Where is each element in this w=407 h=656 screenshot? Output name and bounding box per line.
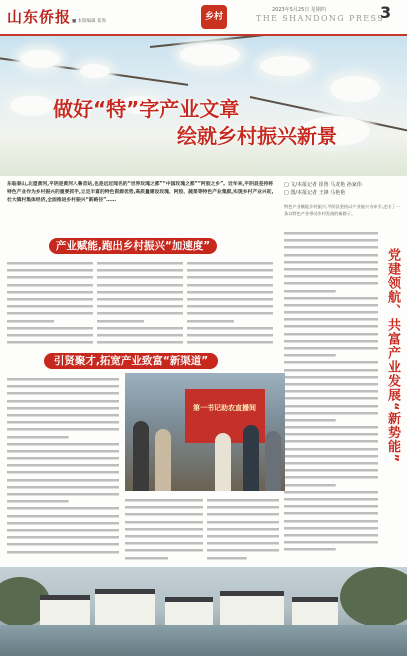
text-line <box>187 303 273 310</box>
text-line <box>284 338 378 345</box>
section1-title: 产业赋能,跑出乡村振兴“加速度” <box>49 238 217 254</box>
text-line <box>125 547 203 554</box>
byline-text-credit: □ 文/本报记者 崔鲁 马龙艳 孙家伟 <box>284 182 362 188</box>
text-line <box>7 310 93 317</box>
text-line <box>7 376 119 383</box>
text-line <box>7 484 119 491</box>
text-line <box>125 504 203 511</box>
text-line <box>7 398 119 405</box>
text-line <box>7 534 119 541</box>
text-line <box>7 426 119 433</box>
text-line <box>284 525 378 532</box>
text-line <box>284 474 378 481</box>
text-line <box>284 352 378 359</box>
text-line <box>284 273 378 280</box>
text-line <box>7 289 93 296</box>
text-line <box>284 266 378 273</box>
text-line <box>97 282 183 289</box>
text-line <box>207 533 279 540</box>
text-line <box>187 274 273 281</box>
text-line <box>7 498 119 505</box>
text-line <box>7 448 119 455</box>
text-line <box>97 260 183 267</box>
person-shape <box>243 425 259 491</box>
text-line <box>187 310 273 317</box>
text-line <box>284 388 378 395</box>
text-line <box>7 332 93 339</box>
right-column-title: 党建领航、共富产业发展“新势能” <box>385 248 400 464</box>
text-line <box>125 519 203 526</box>
text-line <box>97 332 183 339</box>
text-line <box>97 267 183 274</box>
text-line <box>187 296 273 303</box>
text-line <box>284 403 378 410</box>
text-line <box>284 323 378 330</box>
text-line <box>284 288 378 295</box>
house-shape <box>165 597 213 628</box>
text-line <box>207 497 279 504</box>
house-shape <box>220 591 284 628</box>
body-column-1 <box>7 260 93 348</box>
text-line <box>7 419 119 426</box>
text-line <box>7 520 119 527</box>
livestream-photo <box>125 373 285 491</box>
text-line <box>207 526 279 533</box>
water-shape <box>0 625 407 656</box>
text-line <box>284 381 378 388</box>
text-line <box>7 267 93 274</box>
text-line <box>284 395 378 402</box>
text-line <box>284 316 378 323</box>
text-line <box>207 555 279 562</box>
headline-line-2: 绘就乡村振兴新景 <box>177 124 337 148</box>
text-line <box>7 282 93 289</box>
person-shape <box>215 433 231 491</box>
text-line <box>284 309 378 316</box>
house-shape <box>40 595 90 628</box>
blossom-shape <box>10 96 54 116</box>
masthead <box>0 0 407 36</box>
text-line <box>7 541 119 548</box>
branch-shape <box>150 36 389 48</box>
text-line <box>97 303 183 310</box>
text-line <box>284 230 378 237</box>
text-line <box>284 446 378 453</box>
lead-paragraph: 东临泰山,北望黄河,平阴是黄河入鲁首站,也是远近闻名的“世界玫瑰之都”“中国玫瑰之都”“阿胶之乡”。近年来,平阴县坚持将特色产业作为乡村振兴的重要抓手,立足丰富的特色资源优势,高质量建设玫瑰、阿胶、蔬菜等特色产业集群,实现乡村产业兴旺,壮大镇村集体经济,全面推进乡村振兴“新路径”…… <box>7 182 274 203</box>
text-line <box>125 540 203 547</box>
text-line <box>97 296 183 303</box>
text-line <box>97 310 183 317</box>
text-line <box>284 302 378 309</box>
body-column-4 <box>7 376 119 562</box>
text-line <box>284 438 378 445</box>
text-line <box>284 546 378 553</box>
text-line <box>97 318 183 325</box>
headline-line-1: 做好“特”字产业文章 <box>53 97 240 121</box>
text-line <box>284 460 378 467</box>
text-line <box>7 260 93 267</box>
text-line <box>284 417 378 424</box>
text-line <box>187 325 273 332</box>
text-line <box>187 282 273 289</box>
text-line <box>207 540 279 547</box>
text-line <box>284 496 378 503</box>
text-line <box>207 504 279 511</box>
text-line <box>284 367 378 374</box>
blossom-shape <box>260 56 310 76</box>
text-line <box>125 533 203 540</box>
byline-photo-credit: □ 图/本报记者 王锋 马艳艳 <box>284 190 346 196</box>
blossom-shape <box>330 76 380 102</box>
text-line <box>284 482 378 489</box>
livestream-board-text: 第一书记助农直播间 <box>193 404 256 412</box>
issue-date: 2023年5月25日 星期四 <box>272 7 326 13</box>
text-line <box>7 318 93 325</box>
body-column-right <box>284 230 378 560</box>
text-line <box>7 434 119 441</box>
blossom-shape <box>180 44 240 66</box>
person-shape <box>265 431 281 491</box>
text-line <box>284 259 378 266</box>
text-line <box>284 252 378 259</box>
text-line <box>187 289 273 296</box>
text-line <box>7 303 93 310</box>
text-line <box>284 295 378 302</box>
text-line <box>97 325 183 332</box>
text-line <box>7 339 93 346</box>
text-line <box>284 331 378 338</box>
text-line <box>7 477 119 484</box>
village-photo <box>0 567 407 656</box>
text-line <box>284 280 378 287</box>
text-line <box>207 519 279 526</box>
text-line <box>125 555 203 562</box>
byline-summary: 特色产业赋能乡村振兴,平阴县坚持以产业振兴为牵引,走出了一条以特色产业带动乡村发展的新路子。 <box>284 204 400 216</box>
text-line <box>284 237 378 244</box>
text-line <box>284 453 378 460</box>
text-line <box>187 267 273 274</box>
text-line <box>7 412 119 419</box>
person-shape <box>155 429 171 491</box>
body-column-5 <box>125 497 203 563</box>
body-column-2 <box>97 260 183 348</box>
text-line <box>125 511 203 518</box>
body-column-3 <box>187 260 273 348</box>
text-line <box>125 497 203 504</box>
paper-english-name: THE SHANDONG PRESS <box>256 14 385 23</box>
text-line <box>187 318 273 325</box>
text-line <box>284 431 378 438</box>
hero-photo-blossoms <box>0 36 407 176</box>
text-line <box>284 532 378 539</box>
text-line <box>7 505 119 512</box>
text-line <box>284 410 378 417</box>
text-line <box>284 424 378 431</box>
blossom-shape <box>80 64 110 78</box>
text-line <box>284 518 378 525</box>
text-line <box>7 405 119 412</box>
text-line <box>284 539 378 546</box>
text-line <box>284 467 378 474</box>
text-line <box>7 491 119 498</box>
text-line <box>284 345 378 352</box>
tree-shape <box>340 567 407 627</box>
text-line <box>7 462 119 469</box>
text-line <box>284 359 378 366</box>
text-line <box>284 510 378 517</box>
text-line <box>207 547 279 554</box>
text-line <box>125 526 203 533</box>
text-line <box>284 489 378 496</box>
text-line <box>97 289 183 296</box>
text-line <box>7 325 93 332</box>
text-line <box>97 274 183 281</box>
text-line <box>7 441 119 448</box>
text-line <box>7 469 119 476</box>
text-line <box>7 274 93 281</box>
page-number: 3 <box>380 3 392 22</box>
newspaper-logo: 山东侨报 <box>7 8 72 26</box>
body-column-6 <box>207 497 279 563</box>
blossom-shape <box>20 50 60 68</box>
text-line <box>7 383 119 390</box>
text-line <box>7 527 119 534</box>
house-shape <box>292 597 338 628</box>
text-line <box>7 455 119 462</box>
text-line <box>284 244 378 251</box>
text-line <box>284 374 378 381</box>
text-line <box>207 511 279 518</box>
section2-title: 引贤聚才,拓宽产业致富“新渠道” <box>44 353 218 369</box>
text-line <box>7 549 119 556</box>
person-shape <box>133 421 149 491</box>
text-line <box>284 503 378 510</box>
text-line <box>187 260 273 267</box>
contact-line: ■ 本版编辑 崔鲁 <box>72 19 107 24</box>
text-line <box>187 332 273 339</box>
text-line <box>7 513 119 520</box>
text-line <box>7 390 119 397</box>
text-line <box>187 339 273 346</box>
byline <box>284 181 400 217</box>
house-shape <box>95 589 155 628</box>
column-logo: 乡村 <box>201 5 227 29</box>
text-line <box>7 296 93 303</box>
text-line <box>97 339 183 346</box>
